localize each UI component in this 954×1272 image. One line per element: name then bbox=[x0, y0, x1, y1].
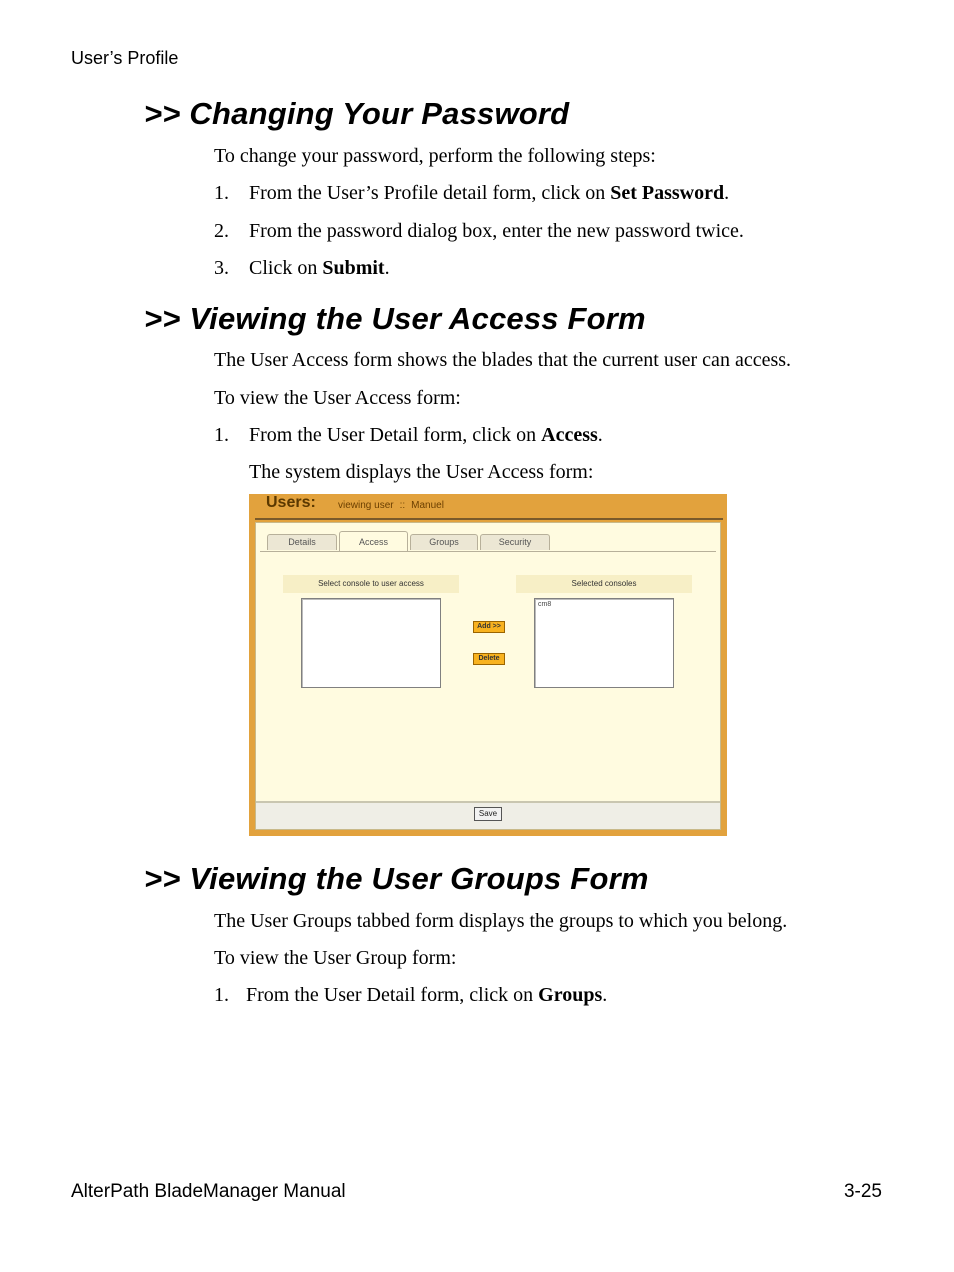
viewing-user-caption: viewing user :: Manuel bbox=[338, 500, 444, 511]
form-panel bbox=[255, 522, 721, 830]
add-button[interactable]: Add >> bbox=[473, 621, 505, 633]
tab-divider bbox=[260, 551, 716, 552]
step-item: 1. From the User’s Profile detail form, click on Set Password. bbox=[214, 182, 730, 204]
page-number: 3-25 bbox=[843, 1181, 882, 1202]
step-item: 3. Click on Submit. bbox=[214, 257, 390, 279]
step-item: 2. From the password dialog box, enter the new password twice. bbox=[214, 220, 744, 242]
users-title: Users: bbox=[266, 494, 316, 511]
tab-access[interactable]: Access bbox=[339, 531, 408, 551]
intro-text: The User Access form shows the blades that the current user can access. bbox=[214, 349, 792, 371]
tab-security[interactable]: Security bbox=[480, 534, 550, 550]
tab-details[interactable]: Details bbox=[267, 534, 337, 550]
step-result-text: The system displays the User Access form: bbox=[249, 461, 594, 483]
intro-text: The User Groups tabbed form displays the groups to which you belong. bbox=[214, 910, 788, 932]
available-consoles-list[interactable] bbox=[301, 598, 441, 688]
available-consoles-label: Select console to user access bbox=[283, 575, 459, 593]
intro-text: To change your password, perform the following steps: bbox=[214, 145, 656, 167]
user-access-screenshot bbox=[249, 494, 727, 836]
running-header: User’s Profile bbox=[71, 48, 179, 68]
heading-changing-password: >> Changing Your Password bbox=[144, 96, 570, 131]
tab-groups[interactable]: Groups bbox=[410, 534, 478, 550]
footer-manual-title: AlterPath BladeManager Manual bbox=[71, 1181, 346, 1202]
title-divider bbox=[255, 518, 723, 520]
heading-user-access: >> Viewing the User Access Form bbox=[144, 301, 646, 336]
delete-button[interactable]: Delete bbox=[473, 653, 505, 665]
sub-text: To view the User Group form: bbox=[214, 947, 457, 969]
heading-user-groups: >> Viewing the User Groups Form bbox=[144, 861, 649, 896]
step-item: 1. From the User Detail form, click on Groups. bbox=[214, 984, 608, 1006]
form-footer bbox=[256, 801, 720, 829]
save-button[interactable]: Save bbox=[474, 807, 502, 821]
selected-consoles-label: Selected consoles bbox=[516, 575, 692, 593]
step-item: 1. From the User Detail form, click on Access. bbox=[214, 424, 603, 446]
sub-text: To view the User Access form: bbox=[214, 387, 461, 409]
selected-consoles-list[interactable] bbox=[534, 598, 674, 688]
list-item[interactable]: cm8 bbox=[538, 601, 552, 608]
